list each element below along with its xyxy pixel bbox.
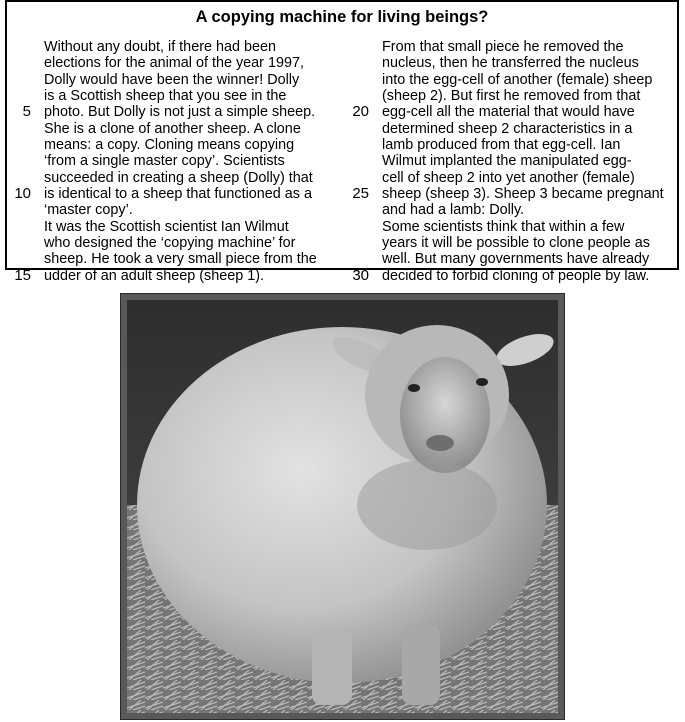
line-text: lamb produced from that egg-cell. Ian bbox=[382, 137, 621, 154]
text-line bbox=[37, 88, 337, 104]
text-line bbox=[37, 170, 337, 186]
line-text: ‘master copy’. bbox=[44, 202, 133, 219]
text-line bbox=[375, 39, 675, 55]
text-line bbox=[37, 219, 337, 235]
line-text: (sheep 2). But first he removed from that bbox=[382, 88, 641, 105]
line-text: determined sheep 2 characteristics in a bbox=[382, 120, 633, 137]
text-line bbox=[375, 202, 675, 218]
text-line bbox=[37, 153, 337, 169]
text-line bbox=[375, 72, 675, 88]
left-column bbox=[14, 39, 337, 284]
line-text: She is a clone of another sheep. A clone bbox=[44, 120, 301, 137]
text-line bbox=[375, 88, 675, 104]
line-text: Without any doubt, if there had been bbox=[44, 39, 277, 55]
line-text: Dolly would have been the winner! Dolly bbox=[44, 71, 300, 88]
line-text: Some scientists think that within a few bbox=[382, 218, 625, 235]
text-line bbox=[37, 235, 337, 251]
text-line bbox=[37, 121, 337, 137]
line-text: nucleus, then he transferred the nucleus bbox=[382, 55, 639, 72]
text-line bbox=[37, 39, 337, 55]
line-text: is identical to a sheep that functioned as a bbox=[44, 186, 313, 203]
line-text: well. But many governments have already bbox=[382, 251, 650, 268]
line-number: 15 bbox=[14, 266, 31, 284]
text-line bbox=[352, 266, 675, 284]
text-line bbox=[37, 72, 337, 88]
line-text: elections for the animal of the year 1997, bbox=[44, 55, 304, 72]
article-title: A copying machine for living beings? bbox=[195, 8, 489, 26]
line-text: sheep (sheep 3). Sheep 3 became pregnant bbox=[382, 186, 664, 203]
text-line bbox=[375, 153, 675, 169]
text-line bbox=[375, 251, 675, 267]
line-text: years it will be possible to clone people as bbox=[382, 235, 650, 252]
text-line bbox=[14, 266, 337, 284]
line-text: From that small piece he removed the bbox=[382, 39, 624, 55]
line-text: egg-cell all the material that would have bbox=[382, 104, 635, 121]
line-text: and had a lamb: Dolly. bbox=[382, 202, 525, 219]
sheep-photo bbox=[120, 293, 565, 720]
line-text: decided to forbid cloning of people by law. bbox=[382, 267, 650, 284]
line-number: 20 bbox=[352, 103, 369, 121]
line-text: photo. But Dolly is not just a simple sheep. bbox=[44, 104, 316, 121]
line-text: udder of an adult sheep (sheep 1). bbox=[44, 267, 265, 284]
text-line bbox=[14, 185, 337, 203]
text-line bbox=[375, 137, 675, 153]
line-number: 5 bbox=[22, 103, 31, 121]
line-text: ‘from a single master copy’. Scientists bbox=[44, 153, 285, 170]
line-text: It was the Scottish scientist Ian Wilmut bbox=[44, 218, 289, 235]
line-number: 10 bbox=[14, 185, 31, 203]
text-line bbox=[352, 103, 675, 121]
line-text: means: a copy. Cloning means copying bbox=[44, 137, 295, 154]
line-text: Wilmut implanted the manipulated egg- bbox=[382, 153, 632, 170]
text-line bbox=[352, 185, 675, 203]
sheep-illustration bbox=[127, 300, 558, 713]
text-line bbox=[37, 202, 337, 218]
line-text: into the egg-cell of another (female) sheep bbox=[382, 71, 653, 88]
text-line bbox=[375, 235, 675, 251]
article-box bbox=[5, 0, 679, 284]
text-line bbox=[375, 170, 675, 186]
line-text: cell of sheep 2 into yet another (female) bbox=[382, 169, 635, 186]
text-line bbox=[37, 137, 337, 153]
line-number: 25 bbox=[352, 185, 369, 203]
text-line bbox=[22, 103, 337, 121]
line-text: who designed the ‘copying machine’ for bbox=[44, 235, 296, 252]
line-number: 30 bbox=[352, 266, 369, 284]
text-line bbox=[375, 121, 675, 137]
text-line bbox=[375, 219, 675, 235]
text-line bbox=[375, 55, 675, 71]
text-line bbox=[37, 251, 337, 267]
line-text: sheep. He took a very small piece from the bbox=[44, 251, 317, 268]
right-column bbox=[352, 39, 675, 284]
text-line bbox=[37, 55, 337, 71]
line-text: succeeded in creating a sheep (Dolly) that bbox=[44, 169, 313, 186]
line-text: is a Scottish sheep that you see in the bbox=[44, 88, 287, 105]
